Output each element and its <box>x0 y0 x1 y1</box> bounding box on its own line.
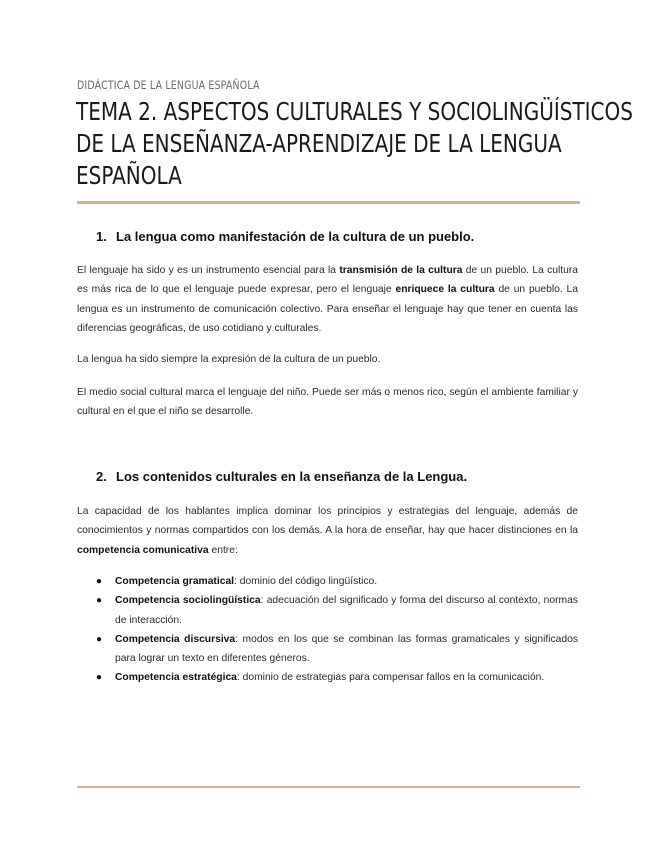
section-1-paragraph-2: La lengua ha sido siempre la expresión de la cultura de un pueblo. <box>77 354 381 365</box>
bold-term: Competencia sociolingüística <box>115 595 261 607</box>
text-run: El lenguaje ha sido y es un instrumento esencial para la <box>77 265 340 276</box>
section-1-number: 1. <box>96 229 107 244</box>
text-run: : modos en los que se combinan las formas gramaticales y significados para lograr un texto en diferentes géneros. <box>115 633 578 665</box>
section-2-title: Los contenidos culturales en la enseñanza de la Lengua. <box>116 469 468 484</box>
bold-term: Competencia gramatical <box>115 576 235 587</box>
section-2-intro <box>77 502 578 560</box>
bold-term: enriquece la cultura <box>395 284 495 296</box>
text-run: de un pueblo. La lengua es un instrumento de comunicación colectivo. Para enseñar el lenguaje hay que tener en cuenta las diferencias geográficas, de uso cotidiano y culturales. <box>77 284 578 334</box>
text-run: : dominio de estrategias para compensar fallos en la comunicación. <box>236 672 545 684</box>
bullet-icon: ● <box>96 576 103 587</box>
bold-term: competencia comunicativa <box>77 544 209 556</box>
text-run: : adecuación del significado y forma del discurso al contexto, normas de interacción. <box>115 595 578 626</box>
title-line-3: ESPAÑOLA <box>76 161 182 190</box>
bullet-icon: ● <box>96 595 103 607</box>
section-1-paragraph-3: El medio social cultural marca el lenguaje del niño. Puede ser más o menos rico, según el ambiente familiar y cultural en el que el niño se desarrolle. <box>77 387 578 418</box>
text-run: de un pueblo. La cultura es más rica de lo que el lenguaje puede expresar, pero el lenguaje <box>77 265 578 296</box>
list-item <box>96 668 578 687</box>
section-2-heading <box>96 469 467 484</box>
section-1-title: La lengua como manifestación de la cultura de un pueblo. <box>116 229 475 244</box>
bold-term: Competencia estratégica <box>115 672 237 684</box>
bullet-icon: ● <box>96 672 103 684</box>
page-title <box>76 96 633 192</box>
title-line-2: DE LA ENSEÑANZA-APRENDIZAJE DE LA LENGUA <box>76 129 562 158</box>
title-line-1: TEMA 2. ASPECTOS CULTURALES Y SOCIOLINGÜÍSTICOS <box>76 97 633 126</box>
title-divider <box>77 201 580 204</box>
section-2-number: 2. <box>96 469 107 484</box>
section-1-heading <box>96 229 474 244</box>
footer-divider <box>77 786 580 788</box>
list-item <box>96 630 578 669</box>
text-run: : dominio del código lingüístico. <box>234 576 378 587</box>
text-run: La capacidad de los hablantes implica dominar los principios y estrategias del lenguaje, además de conocimientos y normas compartidos con los demás. A la hora de enseñar, hay que hacer distinciones en la <box>77 506 578 537</box>
subject-label: DIDÁCTICA DE LA LENGUA ESPAÑOLA <box>77 78 260 92</box>
list-item <box>96 591 578 630</box>
list-item <box>96 572 578 591</box>
section-1-paragraph-1 <box>77 261 578 338</box>
bold-term: Competencia discursiva <box>115 633 236 645</box>
bullet-icon: ● <box>96 633 103 645</box>
text-run: entre: <box>208 544 238 556</box>
competencies-list <box>96 572 578 688</box>
bold-term: transmisión de la cultura <box>339 265 463 276</box>
